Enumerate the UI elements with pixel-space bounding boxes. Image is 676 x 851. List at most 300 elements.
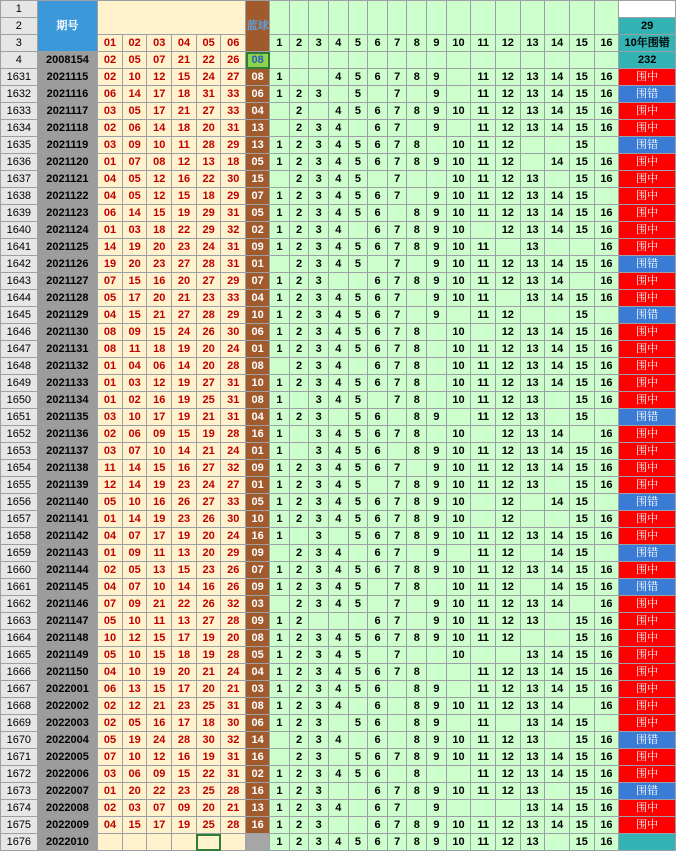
number-cell[interactable]: 10 xyxy=(446,630,471,647)
red-ball-cell[interactable]: 10 xyxy=(122,69,147,86)
number-cell[interactable]: 5 xyxy=(348,596,368,613)
number-cell[interactable] xyxy=(289,426,309,443)
number-cell[interactable]: 9 xyxy=(427,681,447,698)
number-cell[interactable]: 6 xyxy=(368,783,388,800)
number-cell[interactable] xyxy=(569,273,594,290)
red-ball-cell[interactable]: 21 xyxy=(172,103,197,120)
row-number[interactable]: 1661 xyxy=(1,579,38,596)
number-cell[interactable]: 9 xyxy=(427,239,447,256)
number-cell[interactable]: 10 xyxy=(446,749,471,766)
number-cell[interactable]: 16 xyxy=(594,800,619,817)
number-cell[interactable]: 2 xyxy=(289,154,309,171)
number-cell[interactable]: 11 xyxy=(471,562,496,579)
number-cell[interactable]: 8 xyxy=(407,681,427,698)
status-cell[interactable]: 围中 xyxy=(619,664,676,681)
number-cell[interactable]: 13 xyxy=(520,256,545,273)
period-cell[interactable]: 2008154 xyxy=(37,52,98,69)
blue-ball-cell[interactable]: 16 xyxy=(246,783,270,800)
number-cell[interactable]: 9 xyxy=(427,256,447,273)
number-cell[interactable] xyxy=(495,290,520,307)
red-ball-cell[interactable]: 05 xyxy=(98,494,123,511)
red-ball-cell[interactable]: 17 xyxy=(172,681,197,698)
red-ball-cell[interactable]: 08 xyxy=(98,341,123,358)
red-ball-cell[interactable]: 20 xyxy=(196,341,221,358)
number-column-header[interactable]: 6 xyxy=(368,35,388,52)
red-ball-cell[interactable]: 26 xyxy=(196,596,221,613)
number-cell[interactable]: 6 xyxy=(368,562,388,579)
number-cell[interactable]: 4 xyxy=(328,834,348,851)
number-cell[interactable]: 15 xyxy=(569,341,594,358)
number-cell[interactable]: 4 xyxy=(328,494,348,511)
red-ball-cell[interactable]: 16 xyxy=(172,460,197,477)
red-ball-cell[interactable]: 05 xyxy=(98,613,123,630)
number-cell[interactable]: 10 xyxy=(446,273,471,290)
blue-ball-cell[interactable]: 08 xyxy=(246,69,270,86)
red-ball-cell[interactable]: 26 xyxy=(172,494,197,511)
row-number[interactable]: 1671 xyxy=(1,749,38,766)
number-cell[interactable]: 3 xyxy=(309,783,329,800)
red-ball-cell[interactable]: 21 xyxy=(196,443,221,460)
period-cell[interactable]: 2021141 xyxy=(37,511,98,528)
number-cell[interactable]: 4 xyxy=(328,698,348,715)
number-cell[interactable]: 12 xyxy=(495,664,520,681)
number-cell[interactable] xyxy=(427,324,447,341)
number-cell[interactable]: 3 xyxy=(309,834,329,851)
number-cell[interactable]: 3 xyxy=(309,171,329,188)
number-cell[interactable]: 15 xyxy=(569,460,594,477)
number-cell[interactable] xyxy=(495,647,520,664)
red-ball-cell[interactable]: 20 xyxy=(147,239,172,256)
number-cell[interactable] xyxy=(348,783,368,800)
blue-ball-cell[interactable]: 10 xyxy=(246,307,270,324)
number-cell[interactable]: 14 xyxy=(545,647,570,664)
red-ball-cell[interactable]: 10 xyxy=(122,749,147,766)
blue-ball-cell[interactable]: 05 xyxy=(246,494,270,511)
number-column-header[interactable]: 10 xyxy=(446,35,471,52)
number-cell[interactable]: 10 xyxy=(446,324,471,341)
number-cell[interactable]: 4 xyxy=(328,154,348,171)
number-cell[interactable]: 2 xyxy=(289,273,309,290)
number-cell[interactable] xyxy=(471,324,496,341)
row-number[interactable]: 1665 xyxy=(1,647,38,664)
status-cell[interactable]: 围中 xyxy=(619,392,676,409)
red-ball-cell[interactable]: 32 xyxy=(221,222,246,239)
number-column-header[interactable]: 11 xyxy=(471,35,496,52)
red-ball-cell[interactable]: 21 xyxy=(147,698,172,715)
row-number[interactable]: 1638 xyxy=(1,188,38,205)
red-ball-cell[interactable]: 16 xyxy=(147,715,172,732)
number-cell[interactable]: 11 xyxy=(471,715,496,732)
number-cell[interactable]: 4 xyxy=(328,324,348,341)
red-ball-cell[interactable]: 03 xyxy=(122,375,147,392)
number-cell[interactable] xyxy=(270,749,290,766)
number-cell[interactable] xyxy=(270,52,290,69)
red-ball-cell[interactable]: 17 xyxy=(172,630,197,647)
status-cell[interactable]: 围中 xyxy=(619,205,676,222)
number-cell[interactable]: 13 xyxy=(520,596,545,613)
red-ball-cell[interactable]: 03 xyxy=(122,222,147,239)
red-ball-cell[interactable]: 27 xyxy=(196,273,221,290)
number-cell[interactable]: 9 xyxy=(427,494,447,511)
number-cell[interactable]: 1 xyxy=(270,324,290,341)
number-cell[interactable] xyxy=(594,188,619,205)
number-cell[interactable] xyxy=(289,528,309,545)
number-cell[interactable]: 4 xyxy=(328,596,348,613)
number-cell[interactable]: 11 xyxy=(471,579,496,596)
red-ball-cell[interactable]: 27 xyxy=(196,613,221,630)
red-ball-cell[interactable]: 01 xyxy=(98,392,123,409)
number-header-blank[interactable] xyxy=(407,1,427,35)
number-header-blank[interactable] xyxy=(569,1,594,35)
number-cell[interactable]: 4 xyxy=(328,188,348,205)
number-cell[interactable] xyxy=(270,732,290,749)
period-cell[interactable]: 2021133 xyxy=(37,375,98,392)
number-cell[interactable]: 1 xyxy=(270,239,290,256)
number-cell[interactable] xyxy=(545,783,570,800)
number-cell[interactable]: 1 xyxy=(270,222,290,239)
number-cell[interactable] xyxy=(427,171,447,188)
status-cell[interactable]: 围错 xyxy=(619,545,676,562)
number-cell[interactable]: 16 xyxy=(594,766,619,783)
number-cell[interactable]: 7 xyxy=(387,120,407,137)
number-cell[interactable]: 9 xyxy=(427,273,447,290)
number-cell[interactable]: 10 xyxy=(446,817,471,834)
period-cell[interactable]: 2021129 xyxy=(37,307,98,324)
red-ball-cell[interactable]: 30 xyxy=(221,324,246,341)
blue-ball-cell[interactable]: 03 xyxy=(246,596,270,613)
number-cell[interactable] xyxy=(545,732,570,749)
number-cell[interactable]: 9 xyxy=(427,783,447,800)
number-cell[interactable] xyxy=(407,86,427,103)
number-cell[interactable]: 1 xyxy=(270,375,290,392)
number-cell[interactable]: 3 xyxy=(309,630,329,647)
blue-ball-cell[interactable]: 06 xyxy=(246,86,270,103)
number-cell[interactable] xyxy=(328,817,348,834)
row-number[interactable]: 1636 xyxy=(1,154,38,171)
number-cell[interactable]: 14 xyxy=(545,324,570,341)
number-cell[interactable]: 7 xyxy=(387,817,407,834)
number-cell[interactable]: 5 xyxy=(348,834,368,851)
red-ball-cell[interactable] xyxy=(98,834,123,851)
row-number[interactable]: 1676 xyxy=(1,834,38,851)
red-ball-cell[interactable]: 12 xyxy=(172,154,197,171)
blue-ball-cell[interactable]: 03 xyxy=(246,681,270,698)
number-cell[interactable]: 5 xyxy=(348,290,368,307)
status-cell[interactable]: 围中 xyxy=(619,324,676,341)
red-ball-cell[interactable]: 20 xyxy=(122,783,147,800)
number-cell[interactable]: 3 xyxy=(309,562,329,579)
number-cell[interactable]: 10 xyxy=(446,783,471,800)
number-cell[interactable]: 3 xyxy=(309,392,329,409)
red-ball-cell[interactable]: 31 xyxy=(221,205,246,222)
number-cell[interactable]: 2 xyxy=(289,256,309,273)
red-ball-cell[interactable]: 15 xyxy=(147,324,172,341)
number-cell[interactable]: 2 xyxy=(289,494,309,511)
row-number[interactable]: 1673 xyxy=(1,783,38,800)
red-ball-cell[interactable]: 29 xyxy=(221,273,246,290)
number-cell[interactable]: 15 xyxy=(569,715,594,732)
number-cell[interactable] xyxy=(446,409,471,426)
number-cell[interactable]: 2 xyxy=(289,817,309,834)
red-ball-cell[interactable]: 30 xyxy=(221,715,246,732)
red-ball-cell[interactable]: 23 xyxy=(172,477,197,494)
number-cell[interactable]: 7 xyxy=(387,834,407,851)
number-cell[interactable]: 15 xyxy=(569,562,594,579)
number-cell[interactable]: 13 xyxy=(520,222,545,239)
red-ball-cell[interactable]: 10 xyxy=(122,613,147,630)
number-cell[interactable] xyxy=(407,647,427,664)
number-cell[interactable]: 9 xyxy=(427,715,447,732)
red-ball-cell[interactable]: 26 xyxy=(196,324,221,341)
red-ball-cell[interactable]: 29 xyxy=(221,137,246,154)
red-ball-cell[interactable]: 12 xyxy=(147,749,172,766)
number-cell[interactable]: 7 xyxy=(387,664,407,681)
red-ball-cell[interactable]: 28 xyxy=(221,783,246,800)
row-number[interactable]: 1 xyxy=(1,1,38,18)
number-cell[interactable]: 16 xyxy=(594,562,619,579)
number-cell[interactable] xyxy=(427,52,447,69)
red-ball-cell[interactable]: 09 xyxy=(122,137,147,154)
red-ball-cell[interactable]: 28 xyxy=(221,817,246,834)
row-number[interactable]: 1635 xyxy=(1,137,38,154)
red-ball-cell[interactable]: 07 xyxy=(147,800,172,817)
number-cell[interactable]: 7 xyxy=(387,290,407,307)
number-cell[interactable]: 12 xyxy=(495,579,520,596)
number-cell[interactable]: 9 xyxy=(427,749,447,766)
number-cell[interactable]: 9 xyxy=(427,443,447,460)
period-cell[interactable]: 2021130 xyxy=(37,324,98,341)
period-cell[interactable]: 2021150 xyxy=(37,664,98,681)
period-cell[interactable]: 2022002 xyxy=(37,698,98,715)
number-cell[interactable]: 16 xyxy=(594,375,619,392)
blue-ball-cell[interactable]: 02 xyxy=(246,222,270,239)
red-ball-cell[interactable]: 10 xyxy=(147,579,172,596)
number-cell[interactable]: 15 xyxy=(569,579,594,596)
number-cell[interactable] xyxy=(387,715,407,732)
status-cell[interactable] xyxy=(619,834,676,851)
number-cell[interactable]: 11 xyxy=(471,86,496,103)
number-cell[interactable] xyxy=(348,817,368,834)
number-cell[interactable] xyxy=(387,409,407,426)
number-cell[interactable]: 5 xyxy=(348,392,368,409)
red-ball-cell[interactable]: 17 xyxy=(147,103,172,120)
number-cell[interactable] xyxy=(520,307,545,324)
number-cell[interactable]: 15 xyxy=(569,766,594,783)
number-cell[interactable]: 4 xyxy=(328,171,348,188)
number-cell[interactable]: 6 xyxy=(368,103,388,120)
number-cell[interactable]: 9 xyxy=(427,205,447,222)
number-cell[interactable]: 10 xyxy=(446,511,471,528)
red-ball-cell[interactable]: 05 xyxy=(122,52,147,69)
number-cell[interactable]: 3 xyxy=(309,307,329,324)
number-cell[interactable]: 3 xyxy=(309,800,329,817)
red-ball-cell[interactable]: 22 xyxy=(196,52,221,69)
number-cell[interactable]: 15 xyxy=(569,324,594,341)
number-cell[interactable]: 16 xyxy=(594,86,619,103)
red-ball-cell[interactable]: 19 xyxy=(147,477,172,494)
number-cell[interactable] xyxy=(368,477,388,494)
number-cell[interactable]: 12 xyxy=(495,749,520,766)
number-cell[interactable]: 10 xyxy=(446,341,471,358)
number-cell[interactable]: 5 xyxy=(348,409,368,426)
number-cell[interactable]: 7 xyxy=(387,188,407,205)
number-cell[interactable]: 13 xyxy=(520,392,545,409)
number-cell[interactable]: 16 xyxy=(594,613,619,630)
number-cell[interactable]: 10 xyxy=(446,579,471,596)
number-cell[interactable]: 6 xyxy=(368,154,388,171)
red-ball-cell[interactable]: 15 xyxy=(147,460,172,477)
number-cell[interactable]: 11 xyxy=(471,358,496,375)
number-cell[interactable]: 16 xyxy=(594,392,619,409)
status-cell[interactable]: 围中 xyxy=(619,800,676,817)
red-ball-cell[interactable]: 14 xyxy=(122,460,147,477)
number-cell[interactable]: 10 xyxy=(446,290,471,307)
red-ball-cell[interactable]: 07 xyxy=(122,528,147,545)
number-cell[interactable]: 11 xyxy=(471,307,496,324)
number-cell[interactable]: 8 xyxy=(407,239,427,256)
number-cell[interactable]: 13 xyxy=(520,375,545,392)
number-cell[interactable] xyxy=(348,120,368,137)
number-cell[interactable]: 10 xyxy=(446,171,471,188)
red-ball-cell[interactable]: 33 xyxy=(221,103,246,120)
number-cell[interactable] xyxy=(545,239,570,256)
number-cell[interactable]: 12 xyxy=(495,273,520,290)
number-cell[interactable]: 6 xyxy=(368,375,388,392)
number-cell[interactable] xyxy=(309,613,329,630)
number-cell[interactable]: 2 xyxy=(289,613,309,630)
number-cell[interactable] xyxy=(594,494,619,511)
red-ball-cell[interactable]: 19 xyxy=(172,392,197,409)
number-cell[interactable] xyxy=(348,273,368,290)
red-ball-cell[interactable]: 14 xyxy=(172,443,197,460)
row-number[interactable]: 1668 xyxy=(1,698,38,715)
number-cell[interactable] xyxy=(289,443,309,460)
number-cell[interactable]: 15 xyxy=(569,307,594,324)
number-cell[interactable]: 4 xyxy=(328,511,348,528)
red-ball-cell[interactable]: 21 xyxy=(196,409,221,426)
period-cell[interactable]: 2021149 xyxy=(37,647,98,664)
number-cell[interactable]: 8 xyxy=(407,562,427,579)
number-cell[interactable]: 2 xyxy=(289,358,309,375)
blue-ball-cell[interactable]: 08 xyxy=(246,698,270,715)
number-cell[interactable]: 16 xyxy=(594,749,619,766)
status-cell[interactable]: 围错 xyxy=(619,409,676,426)
number-cell[interactable]: 8 xyxy=(407,205,427,222)
number-cell[interactable]: 11 xyxy=(471,188,496,205)
red-ball-cell[interactable]: 05 xyxy=(98,732,123,749)
number-cell[interactable]: 4 xyxy=(328,103,348,120)
number-cell[interactable]: 8 xyxy=(407,154,427,171)
status-cell[interactable]: 围中 xyxy=(619,222,676,239)
row-number[interactable]: 1651 xyxy=(1,409,38,426)
blue-ball-cell[interactable]: 01 xyxy=(246,256,270,273)
number-cell[interactable] xyxy=(270,358,290,375)
period-cell[interactable]: 2021122 xyxy=(37,188,98,205)
number-cell[interactable]: 11 xyxy=(471,817,496,834)
number-cell[interactable]: 7 xyxy=(387,647,407,664)
row-number[interactable]: 1650 xyxy=(1,392,38,409)
number-cell[interactable]: 5 xyxy=(348,460,368,477)
number-cell[interactable]: 4 xyxy=(328,137,348,154)
red-ball-cell[interactable]: 18 xyxy=(196,188,221,205)
red-ball-cell[interactable]: 25 xyxy=(196,783,221,800)
status-cell[interactable]: 围中 xyxy=(619,477,676,494)
number-cell[interactable]: 12 xyxy=(495,460,520,477)
number-cell[interactable]: 11 xyxy=(471,528,496,545)
number-cell[interactable]: 7 xyxy=(387,222,407,239)
number-cell[interactable]: 7 xyxy=(387,528,407,545)
number-cell[interactable]: 12 xyxy=(495,783,520,800)
red-ball-cell[interactable]: 21 xyxy=(172,52,197,69)
number-cell[interactable]: 2 xyxy=(289,579,309,596)
period-cell[interactable]: 2022008 xyxy=(37,800,98,817)
period-cell[interactable]: 2021142 xyxy=(37,528,98,545)
number-cell[interactable]: 7 xyxy=(387,562,407,579)
number-cell[interactable]: 4 xyxy=(328,239,348,256)
red-ball-cell[interactable] xyxy=(221,834,246,851)
number-cell[interactable]: 4 xyxy=(328,443,348,460)
number-cell[interactable] xyxy=(520,154,545,171)
status-cell[interactable]: 围中 xyxy=(619,715,676,732)
red-ball-cell[interactable]: 27 xyxy=(221,477,246,494)
number-cell[interactable]: 11 xyxy=(471,460,496,477)
number-cell[interactable]: 12 xyxy=(495,375,520,392)
red-ball-cell[interactable]: 05 xyxy=(122,171,147,188)
number-cell[interactable]: 12 xyxy=(495,596,520,613)
number-cell[interactable]: 3 xyxy=(309,358,329,375)
row-number[interactable]: 1643 xyxy=(1,273,38,290)
number-cell[interactable]: 16 xyxy=(594,256,619,273)
number-cell[interactable]: 4 xyxy=(328,681,348,698)
red-ball-cell[interactable]: 19 xyxy=(147,511,172,528)
number-cell[interactable]: 11 xyxy=(471,205,496,222)
miss-count-value[interactable]: 29 xyxy=(619,18,676,35)
row-number[interactable]: 1666 xyxy=(1,664,38,681)
number-cell[interactable] xyxy=(594,52,619,69)
number-cell[interactable] xyxy=(328,273,348,290)
number-cell[interactable] xyxy=(387,443,407,460)
red-column-header[interactable]: 01 xyxy=(98,35,123,52)
blue-ball-cell[interactable]: 01 xyxy=(246,443,270,460)
number-cell[interactable]: 4 xyxy=(328,647,348,664)
red-ball-cell[interactable]: 28 xyxy=(221,358,246,375)
number-cell[interactable]: 8 xyxy=(407,664,427,681)
number-cell[interactable]: 14 xyxy=(545,86,570,103)
red-ball-cell[interactable]: 01 xyxy=(98,511,123,528)
number-cell[interactable]: 3 xyxy=(309,817,329,834)
number-cell[interactable]: 16 xyxy=(594,222,619,239)
number-cell[interactable]: 1 xyxy=(270,137,290,154)
number-cell[interactable]: 11 xyxy=(471,613,496,630)
number-cell[interactable]: 6 xyxy=(368,358,388,375)
number-cell[interactable]: 15 xyxy=(569,749,594,766)
red-ball-cell[interactable]: 20 xyxy=(196,800,221,817)
red-ball-cell[interactable]: 19 xyxy=(172,409,197,426)
number-cell[interactable]: 3 xyxy=(309,732,329,749)
status-cell[interactable]: 围错 xyxy=(619,137,676,154)
number-cell[interactable]: 8 xyxy=(407,273,427,290)
blue-ball-cell[interactable]: 08 xyxy=(246,52,270,69)
red-ball-cell[interactable]: 16 xyxy=(147,494,172,511)
number-cell[interactable]: 2 xyxy=(289,409,309,426)
number-cell[interactable]: 3 xyxy=(309,596,329,613)
red-ball-cell[interactable]: 09 xyxy=(122,596,147,613)
red-ball-cell[interactable]: 32 xyxy=(221,732,246,749)
number-cell[interactable]: 10 xyxy=(446,834,471,851)
number-cell[interactable] xyxy=(289,69,309,86)
number-cell[interactable]: 6 xyxy=(368,817,388,834)
number-cell[interactable] xyxy=(328,749,348,766)
